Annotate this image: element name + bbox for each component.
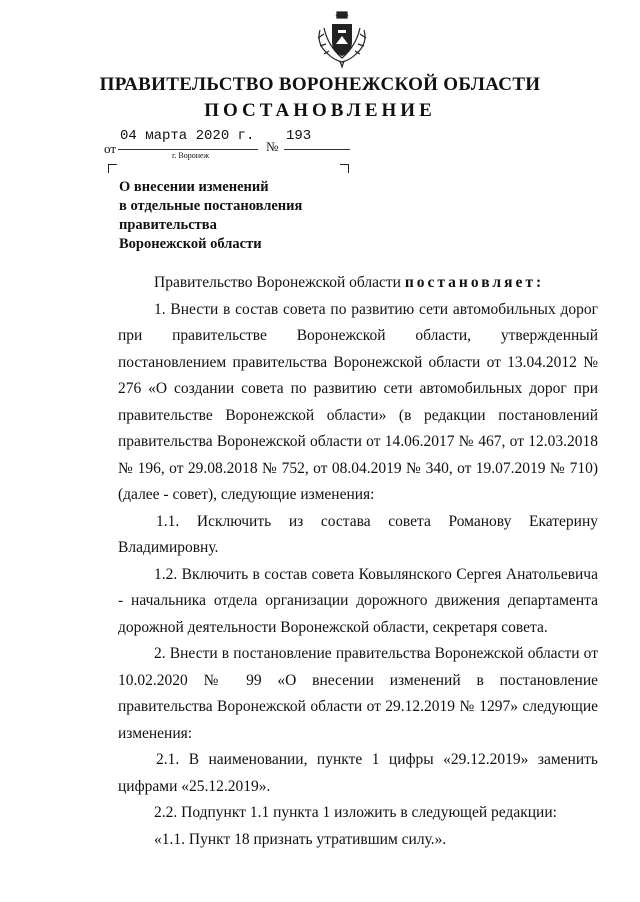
- number-label: №: [266, 139, 279, 154]
- preamble: [118, 270, 598, 297]
- number-underline: [284, 149, 350, 150]
- document-subject: [119, 178, 359, 254]
- preamble-text: Правительство Воронежской области: [154, 274, 401, 291]
- subject-corner-left: [108, 164, 117, 173]
- subject-line: правительства: [119, 217, 217, 233]
- date-underline: [118, 149, 258, 150]
- document-type: ПОСТАНОВЛЕНИЕ: [204, 100, 436, 121]
- resolves-word: постановляет:: [404, 274, 545, 291]
- coat-of-arms-icon: [314, 8, 370, 70]
- paragraph-1-1: 1.1. Исключить из состава совета Романову Екатерину Владимировну.: [118, 512, 598, 556]
- paragraph-2: 2. Внести в постановление правительства Воронежской области от 10.02.2020 № 99 «О внесении изменений в постановление правительства Воронежской области от 29.12.2019 № 1297» следующие изменения:: [118, 645, 598, 742]
- paragraph-2-2-text: «1.1. Пункт 18 признать утратившим силу.».: [154, 830, 447, 848]
- paragraph-2-2: 2.2. Подпункт 1.1 пункта 1 изложить в следующей редакции:: [154, 804, 557, 821]
- date-label: от: [104, 141, 117, 156]
- paragraph-1-2: 1.2. Включить в состав совета Ковылянского Сергея Анатольевича - начальника отдела организации дорожного движения департамента дорожной деятельности Воронежской области, секретаря совета.: [118, 565, 598, 636]
- subject-line: Воронежской области: [119, 236, 262, 252]
- document-date: 04 марта 2020 г.: [120, 128, 255, 144]
- subject-line: в отдельные постановления: [119, 198, 303, 214]
- document-body: [118, 270, 598, 853]
- organization-title: ПРАВИТЕЛЬСТВО ВОРОНЕЖСКОЙ ОБЛАСТИ: [99, 74, 541, 95]
- paragraph-1: 1. Внести в состав совета по развитию сети автомобильных дорог при правительстве Воронежской области, утвержденный постановлением правительства Воронежской области от 13.04.2012 № 276 «О создании совета по развитию сети автомобильных дорог при правительстве Воронежской области» (в редакции постановлений правительства Воронежской области от 14.06.2017 № 467, от 12.03.2018 № 196, от 29.08.2018 № 752, от 08.04.2019 № 340, от 19.07.2019 № 710) (далее - совет), следующие изменения:: [118, 300, 598, 503]
- subject-line: О внесении изменений: [119, 179, 269, 195]
- paragraph-2-1: 2.1. В наименовании, пункте 1 цифры «29.12.2019» заменить цифрами «25.12.2019».: [118, 751, 598, 795]
- city-label: г. Воронеж: [172, 151, 210, 160]
- subject-corner-right: [340, 164, 349, 173]
- document-number: 193: [286, 128, 312, 144]
